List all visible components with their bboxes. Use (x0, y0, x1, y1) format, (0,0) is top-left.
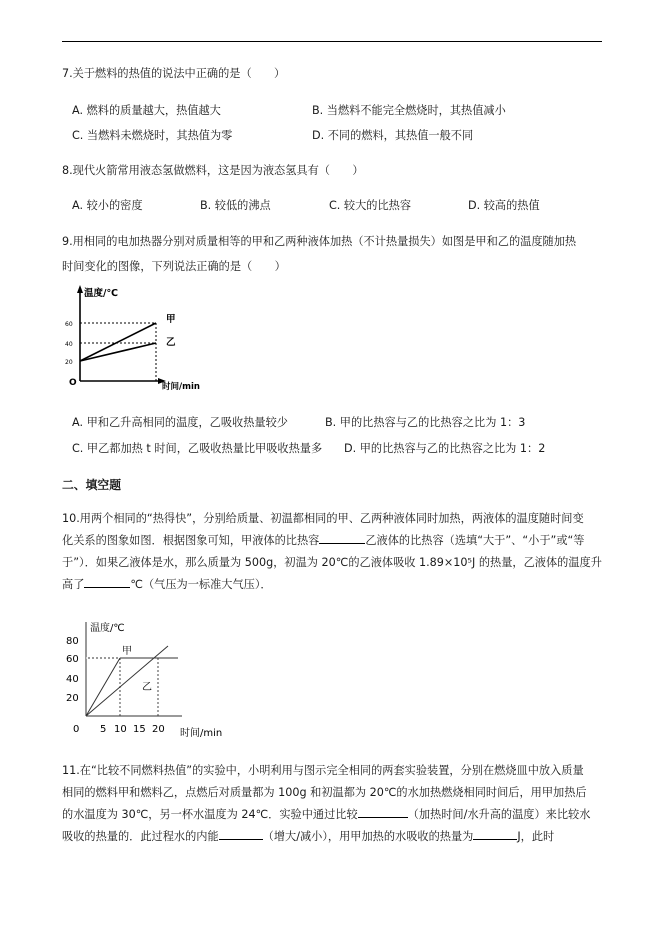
q9-option-b[interactable]: B. 甲的比热容与乙的比热容之比为 1：3 (325, 416, 526, 429)
q11-blank-3[interactable] (473, 827, 517, 840)
q9-tick-20: 20 (65, 359, 73, 366)
q9-y-arrow (77, 285, 83, 293)
q8-option-c[interactable]: C. 较大的比热容 (329, 199, 412, 212)
q11-line4 (62, 826, 602, 848)
q7-option-b[interactable]: B. 当燃料不能完全燃烧时，其热值减小 (312, 104, 506, 117)
q9-line-yi (80, 343, 156, 361)
q11-blank-2[interactable] (219, 827, 263, 840)
q9-stem-line1: 9.用相同的电加热器分别对质量相等的甲和乙两种液体加热（不计热量损失）如图是甲和乙的温度随加热 (62, 235, 577, 248)
q10-ytick-40: 40 (66, 674, 79, 685)
q9-line-jia (80, 323, 156, 361)
q11-line4-end: J，此时 (517, 830, 555, 843)
q10-xtick-10: 10 (114, 724, 127, 735)
q10-blank-2[interactable] (84, 575, 130, 588)
q10-xtick-20: 20 (152, 724, 165, 735)
q10-xtick-0: 0 (73, 724, 80, 735)
q11-line2: 相同的燃料甲和燃料乙，点燃后对质量都为 100g 和初温都为 20℃的水加热燃烧相同时间后，用甲加热后 (62, 786, 587, 799)
q10-line4-end: ℃（气压为一标准大气压）． (130, 578, 272, 591)
q11-blank-1[interactable] (358, 805, 408, 818)
q9-option-d[interactable]: D. 甲的比热容与乙的比热容之比为 1：2 (344, 442, 546, 455)
q9-option-c[interactable]: C. 甲乙都加热 t 时间，乙吸收热量比甲吸收热量多 (72, 442, 323, 455)
q9-stem-line2: 时间变化的图像，下列说法正确的是（ ） (62, 260, 286, 273)
section-title-fill-blank: 二、填空题 (62, 478, 121, 492)
q10-line-jia (86, 658, 120, 716)
q10-xtick-5: 5 (100, 724, 107, 735)
q8-option-b[interactable]: B. 较低的沸点 (200, 199, 271, 212)
q9-label-yi: 乙 (166, 337, 176, 348)
q10-ytick-80: 80 (66, 636, 79, 647)
q10-line4-start: 高了 (62, 578, 85, 591)
q7-option-c[interactable]: C. 当燃料未燃烧时，其热值为零 (72, 129, 233, 142)
header-rule (62, 41, 602, 42)
q10-line2 (62, 530, 602, 552)
q11-line3-start: 的水温度为 30℃，另一杯水温度为 24℃．实验中通过比较 (62, 808, 358, 821)
q11-text (62, 760, 602, 848)
q10-line2-end: 乙液体的比热容（选填“大于”、“小于”或“等 (365, 534, 585, 547)
q10-line4 (62, 574, 602, 596)
q10-blank-1[interactable] (319, 531, 365, 544)
q11-line3-end: （加热时间/水升高的温度）来比较水 (407, 808, 591, 821)
q10-ytick-20: 20 (66, 693, 79, 704)
q9-tick-40: 40 (65, 341, 73, 348)
q9-origin: O (69, 378, 77, 388)
q10-line3: 于”）．如果乙液体是水，那么质量为 500g，初温为 20℃的乙液体吸收 1.89×10⁵J 的热量，乙液体的温度升 (62, 556, 602, 569)
q11-line3 (62, 804, 602, 826)
q7-stem: 7.关于燃料的热值的说法中正确的是（ ） (62, 67, 286, 80)
q10-label-yi: 乙 (142, 682, 152, 693)
q11-line1: 11.在“比较不同燃料热值”的实验中，小明利用与图示完全相同的两套实验装置，分别在燃烧皿中放入质量 (62, 764, 584, 777)
q9-x-label: 时间/min (162, 382, 200, 391)
q10-text (62, 508, 602, 596)
q9-y-label: 温度/℃ (84, 288, 118, 299)
q10-line1: 10.用两个相同的“热得快”，分别给质量、初温都相同的甲、乙两种液体同时加热，两液体的温度随时间变 (62, 512, 584, 525)
q10-line2-start: 化关系的图象如图．根据图象可知，甲液体的比热容 (62, 534, 320, 547)
q9-tick-60: 60 (65, 321, 73, 328)
q10-x-label: 时间/min (180, 728, 223, 739)
q9-label-jia: 甲 (166, 314, 176, 325)
q8-stem: 8.现代火箭常用液态氢做燃料，这是因为液态氢具有（ ） (62, 164, 364, 177)
q10-label-jia: 甲 (122, 646, 132, 657)
q10-y-label: 温度/℃ (90, 623, 125, 634)
q10-ytick-60: 60 (66, 654, 79, 665)
q8-option-a[interactable]: A. 较小的密度 (72, 199, 143, 212)
q9-option-a[interactable]: A. 甲和乙升高相同的温度，乙吸收热量较少 (72, 416, 288, 429)
q10-xtick-15: 15 (133, 724, 146, 735)
q8-option-d[interactable]: D. 较高的热值 (468, 199, 540, 212)
q11-line4-start: 吸收的热量的．此过程水的内能 (62, 830, 219, 843)
q10-graph (62, 616, 242, 742)
q11-line4-mid: （增大/减小），用甲加热的水吸收的热量为 (262, 830, 474, 843)
q7-option-d[interactable]: D. 不同的燃料，其热值一般不同 (312, 129, 474, 142)
q9-graph (62, 283, 220, 391)
q7-option-a[interactable]: A. 燃料的质量越大，热值越大 (72, 104, 221, 117)
